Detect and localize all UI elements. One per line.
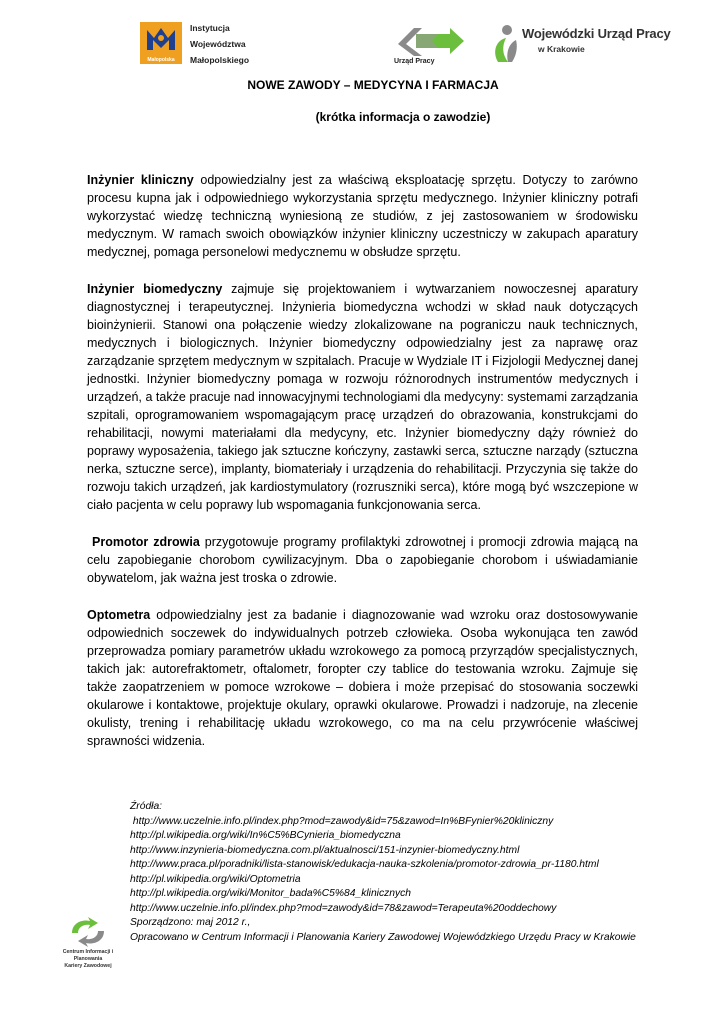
source-link-4[interactable]: http://www.praca.pl/poradniki/lista-stanowisk/edukacja-nauka-szkolenia/promotor-zdrowia_pr-1180.html <box>130 859 599 870</box>
source-link-2[interactable]: http://pl.wikipedia.org/wiki/In%C5%BCynieria_biomedyczna <box>130 830 401 841</box>
source-link-6[interactable]: http://pl.wikipedia.org/wiki/Monitor_bada%C5%84_klinicznych <box>130 888 412 899</box>
cip-arrows-icon <box>48 915 128 949</box>
prepared-by: Opracowano w Centrum Informacji i Planowania Kariery Zawodowej Wojewódzkiego Urzędu Pracy w Krakowie <box>130 931 636 943</box>
imp-line-2: Województwa <box>190 39 246 49</box>
sources-label: Źródła: <box>130 801 163 812</box>
paragraph-optometra <box>87 606 638 750</box>
urzad-pracy-caption: Urząd Pracy <box>394 58 435 65</box>
document-body <box>87 171 638 769</box>
term-promotor-zdrowia: Promotor zdrowia <box>87 535 200 549</box>
source-link-1[interactable]: http://www.uczelnie.info.pl/index.php?mod=zawody&id=75&zawod=In%BFynier%20kliniczny <box>130 815 554 827</box>
imp-logo <box>140 20 260 68</box>
cip-caption <box>48 949 128 970</box>
imp-line-3: Małopolskiego <box>190 55 250 65</box>
cip-logo <box>48 915 128 981</box>
prepared-date: Sporządzono: maj 2012 r., <box>130 917 251 928</box>
urzad-pracy-arrows-icon <box>392 24 468 58</box>
wup-figure-icon <box>488 24 522 64</box>
page-subtitle: (krótka informacja o zawodzie) <box>315 110 491 124</box>
paragraph-inzynier-biomedyczny <box>87 280 638 514</box>
text-inzynier-kliniczny: odpowiedzialny jest za właściwą eksploatację sprzętu. Dotyczy to zarówno procesu kupna jak i odpowiedniego wykorzystania sprzętu medycznego. Inżynier kliniczny potrafi wykorzystać wiedzę techniczną wyniesioną ze studiów, z jej zastosowaniem w środowisku medycznym. W ramach swoich obowiązków inżynier kliniczny uczestniczy w zakupach aparatury medycznej, pomaga personelowi medycznemu w obsłudze sprzętu. <box>87 173 638 259</box>
imp-badge-label: Małopolska <box>147 57 175 63</box>
source-link-5[interactable]: http://pl.wikipedia.org/wiki/Optometria <box>130 873 301 885</box>
malopolska-badge-icon <box>140 22 182 64</box>
wup-subtitle: w Krakowie <box>538 44 585 54</box>
urzad-pracy-logo <box>392 24 468 68</box>
page-title: NOWE ZAWODY – MEDYCYNA I FARMACJA <box>247 78 499 92</box>
term-inzynier-biomedyczny: Inżynier biomedyczny <box>87 282 223 296</box>
source-link-3[interactable]: http://www.inzynieria-biomedyczna.com.pl/aktualnosci/151-inzynier-biomedyczny.html <box>130 844 520 856</box>
text-promotor-zdrowia: przygotowuje programy profilaktyki zdrowotnej i promocji zdrowia mającą na celu zapobieganie chorobom cywilizacyjnym. Dba o zapobieganie chorobom i uświadamianie obywatelom, jak ważna jest troska o zdrowie. <box>87 535 638 585</box>
text-optometra: odpowiedzialny jest za badanie i diagnozowanie wad wzroku oraz dostosowywanie odpowiednich soczewek do indywidualnych potrzeb człowieka. Osoba wykonująca ten zawód przeprowadza pomiary parametrów układu wzrokowego za pomocą przyrządów specjalistycznych, takich jak: autorefraktometr, oftalometr, foropter czy tablice do testowania wzroku. Zajmuje się także zaopatrzeniem w pomoce wzrokowe – dobiera i może przepisać do stosowania soczewki okularowe i kontaktowe, projektuje okulary, oprawki okularowe. Prowadzi i nadzoruje, na zlecenie okulisty, trening i rehabilitację układu wzrokowego, co ma na celu przywrócenie właściwej sprawności widzenia. <box>87 608 638 748</box>
source-link-7[interactable]: http://www.uczelnie.info.pl/index.php?mod=zawody&id=78&zawod=Terapeuta%20oddechowy <box>130 902 557 914</box>
wup-title: Wojewódzki Urząd Pracy <box>522 26 671 41</box>
paragraph-inzynier-kliniczny <box>87 171 638 261</box>
cip-caption-line-1: Centrum Informacji i Planowania <box>62 949 114 962</box>
imp-line-1: Instytucja <box>190 23 230 33</box>
sources-block <box>130 800 650 945</box>
cip-caption-line-2: Kariery Zawodowej <box>64 963 112 969</box>
imp-logo-text <box>190 20 249 68</box>
malopolska-emblem-icon <box>145 26 177 52</box>
paragraph-promotor-zdrowia <box>87 533 638 587</box>
text-inzynier-biomedyczny: zajmuje się projektowaniem i wytwarzaniem nowoczesnej aparatury diagnostycznej i terapeutycznej. Inżynieria biomedyczna wchodzi w skład nauk dotyczących bioinżynierii. Stanowi ona połączenie wiedzy zlokalizowane na pograniczu nauk technicznych, medycznych i biologicznych. Inżynier biomedyczny odpowiedzialny jest za naprawę oraz zarządzanie sprzętem medycznym w szpitalach. Pracuje w Wydziale IT i Fizjologii Medycznej danej jednostki. Inżynier biomedyczny pomaga w rozwoju różnorodnych instrumentów medycznych i urządzeń, a także pracuje nad innowacyjnymi technologiami dla medycyny: systemami zarządzania szpitali, oprogramowaniem wspomagającym pracę urządzeń do obrazowania, konstrukcjami do rehabilitacji, nowymi materiałami dla medycyny, etc. Inżynier biomedyczny dąży również do poprawy wyposażenia, takiego jak sztuczne kończyny, zastawki serca, sztuczne narządy (sztuczna nerka, sztuczne serce), implanty, biomateriały i urządzenia do rehabilitacji. Przyczynia się także do rozwoju takich urządzeń, jak kardiostymulatory (rozruszniki serca), które mogą być wszczepione w ciało pacjenta w celu poprawy lub wspomagania funkcjonowania serca. <box>87 282 638 512</box>
term-inzynier-kliniczny: Inżynier kliniczny <box>87 173 194 187</box>
wup-logo <box>488 22 688 66</box>
term-optometra: Optometra <box>87 608 151 622</box>
